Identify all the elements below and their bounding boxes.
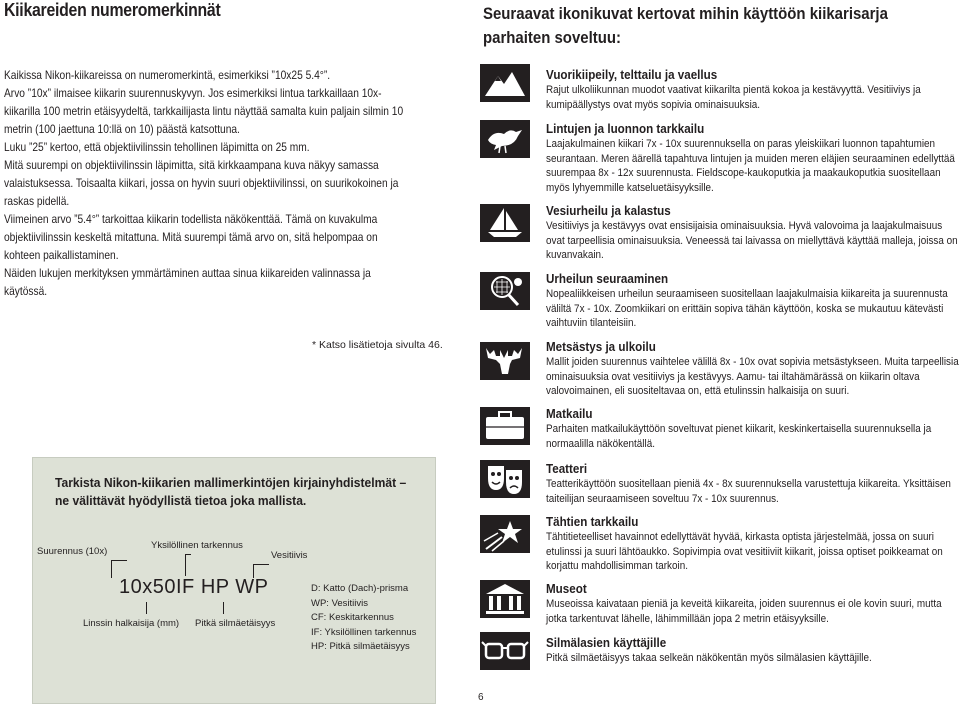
connector-line	[253, 564, 269, 565]
abbreviation-legend	[311, 582, 416, 655]
use-heading: Vuorikiipeily, telttailu ja vaellus	[546, 68, 718, 82]
use-description: Mallit joiden suurennus vaihtelee välillä 8x - 10x ovat sopivia metsästykseen. Muita tarpeellisia ominaisuuksia ovat vesitiiviys ja kestävyys. Aamu- tai iltahämärässä on kiikarin oltava valovoimainen, eli suositeltavaa on, että etulinssin halkaisija on suuri.	[546, 356, 959, 397]
legend-item: IF: Yksilöllinen tarkennus	[311, 626, 417, 638]
paragraph: Mitä suurempi on objektiivilinssin läpimitta, sitä kirkkaampana kuva näkyy samassa valaistuksessa. Toisaalta kiikari, jossa on hyvin suuri objektiivilinssi, on suurikokoinen ja raskas pidellä.	[4, 158, 399, 208]
moose-icon	[480, 342, 530, 380]
use-description: Rajut ulkoliikunnan muodot vaativat kiikarilta pientä kokoa ja kestävyyttä. Vesitiiviys ja kumipäällystys ovat myös sopivia ominaisuuksia.	[546, 84, 921, 111]
paragraph: Kaikissa Nikon-kiikareissa on numeromerkintä, esimerkiksi ”10x25 5.4°”.	[4, 68, 331, 82]
use-heading: Metsästys ja ulkoilu	[546, 340, 656, 354]
footnote: * Katso lisätietoja sivulta 46.	[312, 339, 443, 351]
use-heading: Tähtien tarkkailu	[546, 515, 639, 529]
use-description: Parhaiten matkailukäyttöön soveltuvat pienet kiikarit, keskinkertaisella suurennuksella ja normaalilla näkökentällä.	[546, 423, 932, 450]
label-magnification: Suurennus (10x)	[37, 546, 108, 557]
paragraph: Näiden lukujen merkityksen ymmärtäminen auttaa sinua kiikareiden valinnassa ja käytössä.	[4, 266, 371, 298]
bird-icon	[480, 120, 530, 158]
sailboat-icon	[480, 204, 530, 242]
use-heading: Matkailu	[546, 407, 593, 421]
label-individual-focus: Yksilöllinen tarkennus	[151, 540, 243, 551]
connector-line	[185, 554, 186, 576]
connector-line	[146, 602, 147, 614]
paragraph: Viimeinen arvo ”5.4°” tarkoittaa kiikarin todellista näkökenttää. Tämä on kuvakulma objektiivilinssin keskeltä mitattuna. Mitä suurempi tämä arvo on, sitä helpompaa on kohteen paikallistaminen.	[4, 212, 378, 262]
paragraph: Luku ”25” kertoo, että objektiivilinssin tehollinen läpimitta on 25 mm.	[4, 140, 310, 154]
connector-line	[111, 560, 112, 578]
use-heading: Vesiurheilu ja kalastus	[546, 204, 671, 218]
use-heading: Lintujen ja luonnon tarkkailu	[546, 122, 705, 136]
box-title: Tarkista Nikon-kiikarien mallimerkintöjen kirjainyhdistelmät – ne välittävät hyödyllistä tietoa joka mallista.	[55, 475, 407, 508]
page-title: Kiikareiden numeromerkinnät	[4, 0, 221, 20]
glasses-icon	[480, 632, 530, 670]
use-heading: Museot	[546, 582, 587, 596]
use-description: Nopealiikkeisen urheilun seuraamiseen suositellaan laajakulmaisia kiikareita ja suurennusta väliltä 7x - 10x. Zoomkiikari on erittäin sopiva tähän käyttöön, koska se mukautuu kätevästi vaihtuviin tilanteisiin.	[546, 288, 948, 329]
use-description: Laajakulmainen kiikari 7x - 10x suurennuksella on paras yleiskiikari luonnon tapahtumien seurantaan. Meren äärellä tapahtuva lintujen ja muiden meren eläjien seuraaminen edellyttää suurempaa 8x - 12x suurennusta. Fieldscope-kaukoputkia ja maakaukoputkia suositellaan myös lyhyemmille katseluetäisyyksille.	[546, 138, 955, 194]
museum-icon	[480, 580, 530, 618]
model-code-box	[32, 457, 436, 704]
use-description: Vesitiiviys ja kestävyys ovat ensisijaisia ominaisuuksia. Hyvä valovoima ja laajakulmaisuus ovat tarpeellisia ominaisuuksia. Veneessä tai laivassa on miellyttävä käyttää malleja, joissa on kuvanvakain.	[546, 220, 958, 261]
use-description: Tähtitieteelliset havainnot edellyttävät hyvää, kirkasta optista järjestelmää, jossa on suuri etulinssi ja suuri lähtöaukko. Sopivimpia ovat vesitiiviit kiikarit, joissa optiset poikkeamat on korjattu mahdollisimman tarkoin.	[546, 531, 943, 572]
connector-line	[185, 554, 191, 555]
use-description: Museoissa kaivataan pieniä ja keveitä kiikareita, joiden suurennus ei ole kovin suuri, mutta jotka tarkentuvat lähelle, lähimmillään jopa 2 metrin etäisyyksille.	[546, 598, 942, 625]
use-heading: Silmälasien käyttäjille	[546, 636, 667, 650]
use-description: Pitkä silmäetäisyys takaa selkeän näkökentän myös silmälasien käyttäjille.	[546, 652, 872, 664]
label-waterproof: Vesitiivis	[271, 550, 308, 561]
label-lens-diameter: Linssin halkaisija (mm)	[83, 618, 180, 629]
suitcase-icon	[480, 407, 530, 445]
paragraph: Arvo ”10x” ilmaisee kiikarin suurennuskyvyn. Jos esimerkiksi lintua tarkkaillaan 10x-kiikarilla 100 metrin etäisyydeltä, tarkkailijasta lintu näyttää samalta kuin paljain silmin 10 metrin (100 jaettuna 10:llä on 10) päästä katsottuna.	[4, 86, 404, 136]
use-heading: Urheilun seuraaminen	[546, 272, 669, 286]
legend-item: HP: Pitkä silmäetäisyys	[311, 641, 410, 652]
theater-masks-icon	[480, 460, 530, 498]
use-heading: Teatteri	[546, 462, 588, 476]
tennis-racket-icon	[480, 272, 530, 310]
connector-line	[111, 560, 127, 561]
model-code: 10x50IF HP WP	[119, 576, 269, 598]
section-title: Seuraavat ikonikuvat kertovat mihin käyttöön kiikarisarja parhaiten soveltuu:	[483, 4, 888, 47]
mountain-icon	[480, 64, 530, 102]
use-description: Teatterikäyttöön suositellaan pieniä 4x - 8x suurennuksella varustettuja kiikareita. Yksittäisen taiteilijan seuraamiseen soveltuu 7x - 10x suurennus.	[546, 478, 951, 505]
legend-item: WP: Vesitiivis	[311, 597, 369, 609]
connector-line	[223, 602, 224, 614]
legend-item: CF: Keskitarkennus	[311, 612, 394, 623]
page-number: 6	[478, 692, 484, 703]
intro-text	[4, 66, 404, 300]
comet-icon	[480, 515, 530, 553]
label-eye-relief: Pitkä silmäetäisyys	[195, 618, 276, 629]
legend-item: D: Katto (Dach)-prisma	[311, 583, 409, 594]
